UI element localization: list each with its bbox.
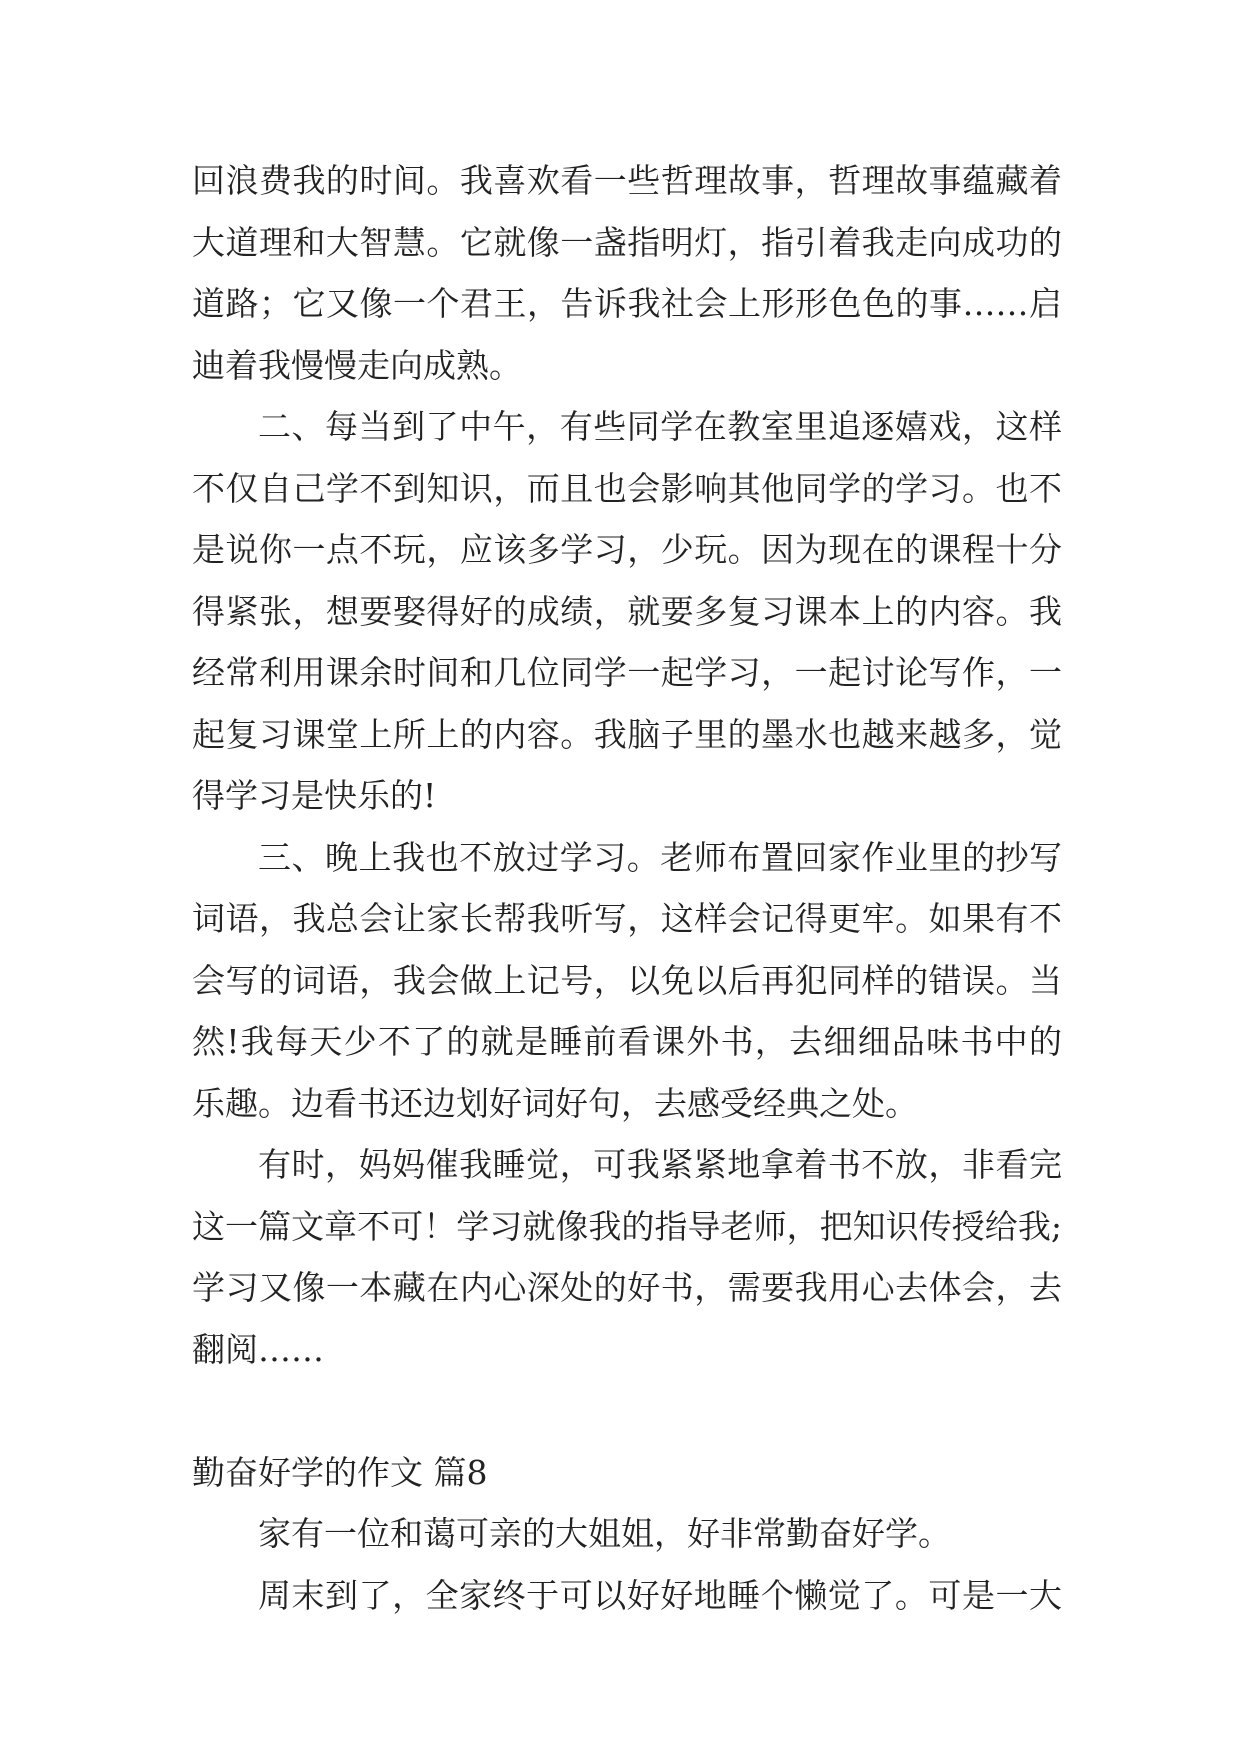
text-line: 得紧张，想要娶得好的成绩，就要多复习课本上的内容。我 bbox=[192, 591, 1062, 631]
text-line: 有时，妈妈催我睡觉，可我紧紧地拿着书不放，非看完 bbox=[258, 1145, 1062, 1184]
text-line: 这一篇文章不可！学习就像我的指导老师，把知识传授给我; bbox=[192, 1206, 1062, 1246]
text-line: 周末到了，全家终于可以好好地睡个懒觉了。可是一大 bbox=[258, 1575, 1062, 1615]
section-heading: 勤奋好学的作文 篇8 bbox=[192, 1452, 488, 1492]
text-line: 乐趣。边看书还边划好词好句，去感受经典之处。 bbox=[192, 1083, 918, 1123]
text-line: 二、每当到了中午，有些同学在教室里追逐嬉戏，这样 bbox=[258, 407, 1062, 446]
paragraph-6 bbox=[192, 1565, 1062, 1627]
text-line: 迪着我慢慢走向成熟。 bbox=[192, 345, 522, 385]
text-line: 得学习是快乐的! bbox=[192, 776, 437, 815]
text-line: 三、晚上我也不放过学习。老师布置回家作业里的抄写 bbox=[258, 837, 1062, 877]
text-line: 大道理和大智慧。它就像一盏指明灯，指引着我走向成功的 bbox=[192, 222, 1062, 262]
section-spacer bbox=[192, 1380, 1062, 1442]
text-line: 道路；它又像一个君王，告诉我社会上形形色色的事……启 bbox=[192, 284, 1062, 323]
text-line: 家有一位和蔼可亲的大姐姐，好非常勤奋好学。 bbox=[258, 1514, 951, 1553]
text-line: 起复习课堂上所上的内容。我脑子里的墨水也越来越多，觉 bbox=[192, 714, 1062, 754]
text-line: 学习又像一本藏在内心深处的好书，需要我用心去体会，去 bbox=[192, 1268, 1062, 1307]
text-line: 词语，我总会让家长帮我听写，这样会记得更牢。如果有不 bbox=[192, 899, 1062, 938]
paragraph-4 bbox=[192, 1134, 1062, 1380]
text-line: 会写的词语，我会做上记号，以免以后再犯同样的错误。当 bbox=[192, 960, 1062, 1000]
paragraph-3 bbox=[192, 827, 1062, 1135]
paragraph-1 bbox=[192, 150, 1062, 396]
text-line: 然!我每天少不了的就是睡前看课外书，去细细品味书中的 bbox=[192, 1022, 1062, 1061]
text-line: 翻阅…… bbox=[192, 1329, 324, 1369]
text-line: 不仅自己学不到知识，而且也会影响其他同学的学习。也不 bbox=[192, 468, 1062, 508]
text-line: 回浪费我的时间。我喜欢看一些哲理故事，哲理故事蕴藏着 bbox=[192, 161, 1062, 200]
paragraph-2 bbox=[192, 396, 1062, 827]
paragraph-5 bbox=[192, 1503, 1062, 1565]
text-line: 是说你一点不玩，应该多学习，少玩。因为现在的课程十分 bbox=[192, 530, 1062, 569]
text-line: 经常利用课余时间和几位同学一起学习，一起讨论写作，一 bbox=[192, 653, 1062, 692]
document-body bbox=[192, 150, 1062, 1626]
